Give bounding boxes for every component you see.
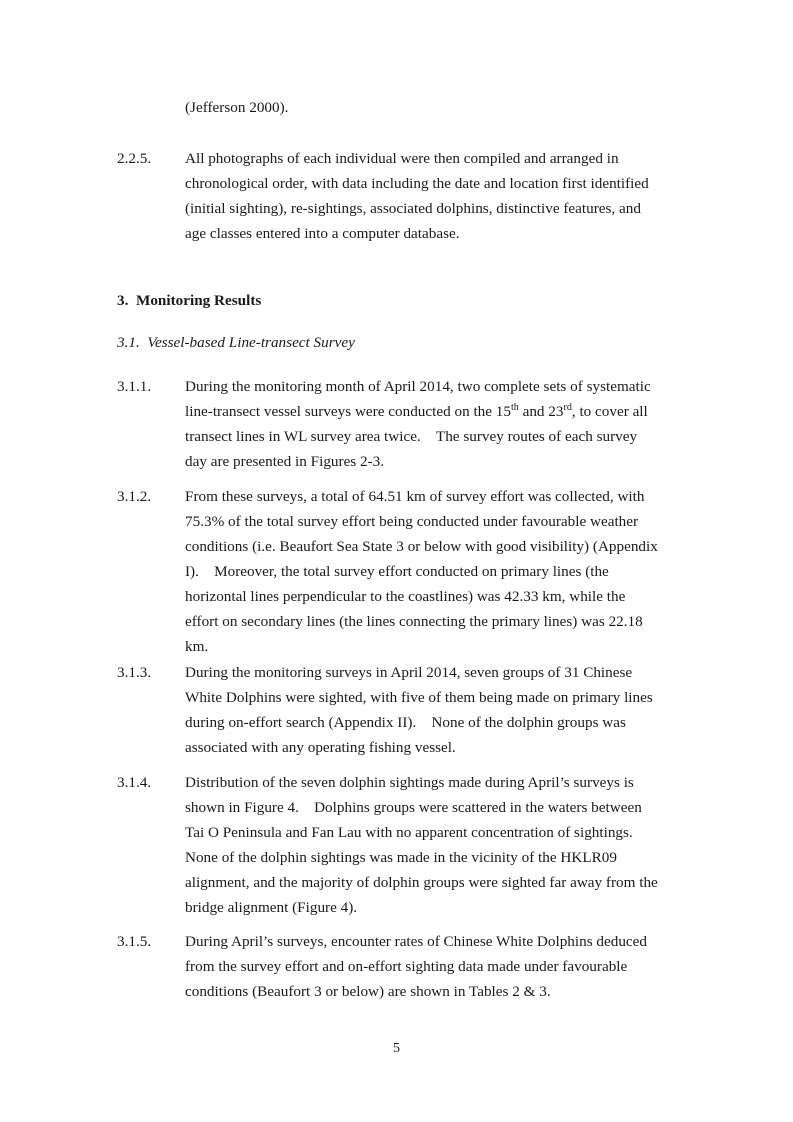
text-line: alignment, and the majority of dolphin groups were sighted far away from the: [185, 874, 658, 891]
ordinal-superscript: th: [511, 401, 519, 413]
paragraph-text: [185, 929, 690, 1004]
paragraph-3-1-2: [117, 484, 690, 659]
text-line: (initial sighting), re-sightings, associated dolphins, distinctive features, and: [185, 200, 641, 217]
text-line: conditions (Beaufort 3 or below) are shown in Tables 2 & 3.: [185, 983, 551, 1000]
text-line: Tai O Peninsula and Fan Lau with no apparent concentration of sightings.: [185, 824, 633, 841]
text-fragment: and 23: [518, 403, 564, 420]
text-line: [185, 399, 690, 424]
text-line: age classes entered into a computer database.: [185, 225, 460, 242]
paragraph-text: [185, 484, 690, 659]
text-line: White Dolphins were sighted, with five of them being made on primary lines: [185, 689, 653, 706]
text-line: chronological order, with data including the date and location first identified: [185, 175, 649, 192]
text-line: During the monitoring month of April 2014, two complete sets of systematic: [185, 378, 651, 395]
paragraph-3-1-1: [117, 374, 690, 474]
paragraph-number: 3.1.2.: [117, 488, 152, 505]
continuation-line: (Jefferson 2000).: [185, 99, 289, 116]
text-fragment: , to cover all: [571, 403, 648, 420]
paragraph-3-1-5: [117, 929, 690, 1004]
text-line: effort on secondary lines (the lines connecting the primary lines) was 22.18: [185, 613, 643, 630]
paragraph-number: 3.1.4.: [117, 774, 152, 791]
paragraph-text: [185, 146, 690, 246]
paragraph-text: [185, 374, 690, 474]
text-line: km.: [185, 638, 209, 655]
text-fragment: line-transect vessel surveys were conducted on the 15: [185, 403, 511, 420]
paragraph-text: [185, 660, 690, 760]
paragraph-text: [185, 770, 690, 920]
text-line: From these surveys, a total of 64.51 km of survey effort was collected, with: [185, 488, 645, 505]
text-line: I). Moreover, the total survey effort conducted on primary lines (the: [185, 563, 609, 580]
paragraph-number: 3.1.3.: [117, 664, 152, 681]
text-line: shown in Figure 4. Dolphins groups were scattered in the waters between: [185, 799, 642, 816]
text-line: during on-effort search (Appendix II). None of the dolphin groups was: [185, 714, 626, 731]
paragraph-2-2-5: [117, 146, 690, 246]
paragraph-number: 2.2.5.: [117, 150, 152, 167]
text-line: During April’s surveys, encounter rates of Chinese White Dolphins deduced: [185, 933, 647, 950]
text-line: associated with any operating fishing vessel.: [185, 739, 456, 756]
section-heading: 3. Monitoring Results: [117, 292, 262, 309]
text-line: bridge alignment (Figure 4).: [185, 899, 358, 916]
paragraph-number: 3.1.1.: [117, 378, 152, 395]
paragraph-number: 3.1.5.: [117, 933, 152, 950]
text-line: day are presented in Figures 2-3.: [185, 453, 385, 470]
paragraph-3-1-4: [117, 770, 690, 920]
text-line: 75.3% of the total survey effort being conducted under favourable weather: [185, 513, 639, 530]
ordinal-superscript: rd: [563, 401, 572, 413]
text-line: None of the dolphin sightings was made in the vicinity of the HKLR09: [185, 849, 617, 866]
text-line: During the monitoring surveys in April 2014, seven groups of 31 Chinese: [185, 664, 633, 681]
subsection-heading: 3.1. Vessel-based Line-transect Survey: [117, 334, 355, 351]
text-line: horizontal lines perpendicular to the coastlines) was 42.33 km, while the: [185, 588, 626, 605]
text-line: from the survey effort and on-effort sighting data made under favourable: [185, 958, 628, 975]
text-line: Distribution of the seven dolphin sightings made during April’s surveys is: [185, 774, 634, 791]
text-line: conditions (i.e. Beaufort Sea State 3 or below with good visibility) (Appendix: [185, 538, 658, 555]
page-number: 5: [393, 1041, 400, 1056]
text-line: All photographs of each individual were then compiled and arranged in: [185, 150, 619, 167]
text-line: transect lines in WL survey area twice. The survey routes of each survey: [185, 428, 638, 445]
paragraph-3-1-3: [117, 660, 690, 760]
